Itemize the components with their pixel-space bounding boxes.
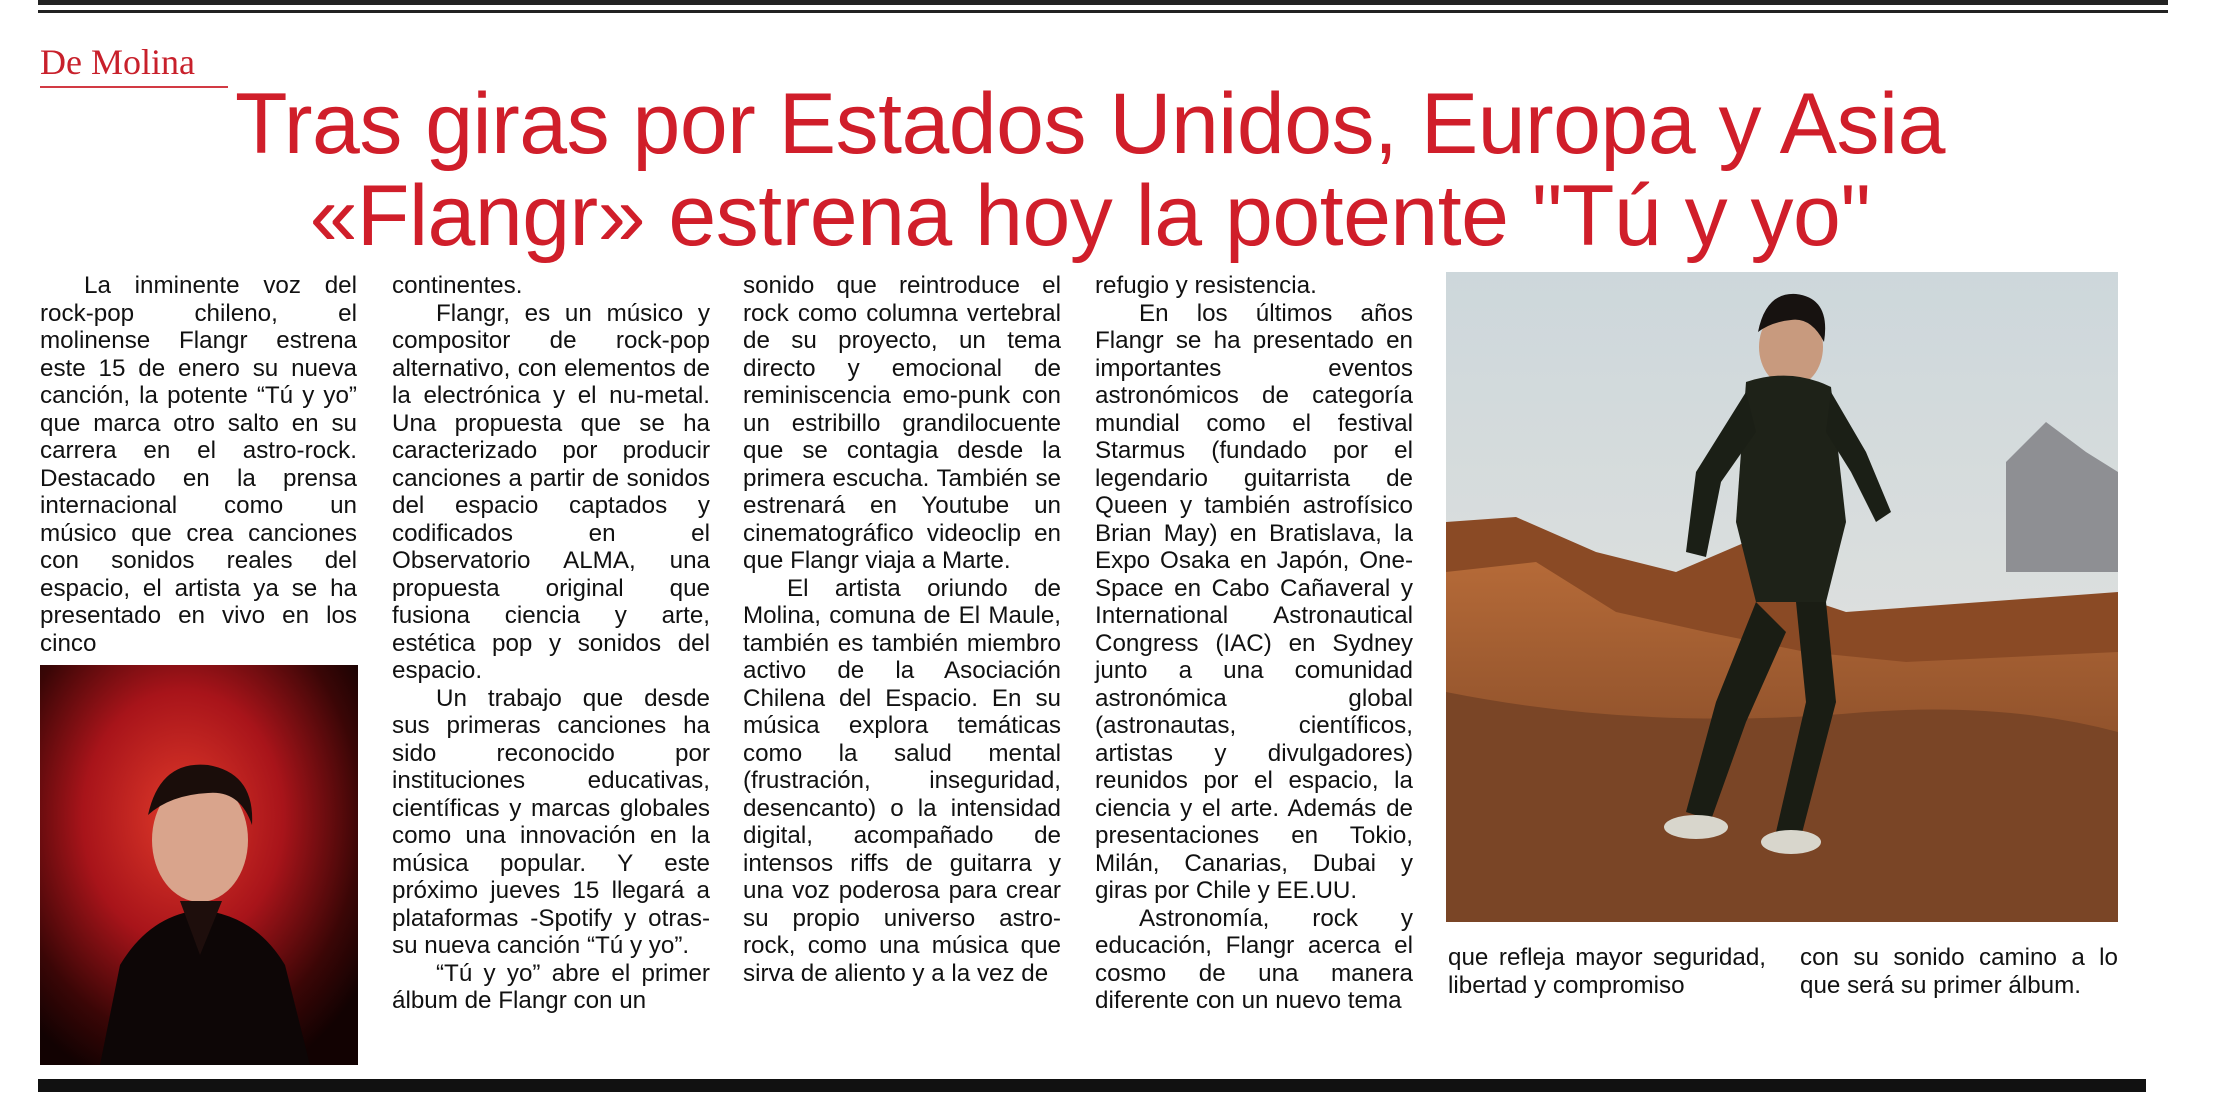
headline-line-2: «Flangr» estrena hoy la potente "Tú y yo": [309, 168, 1871, 264]
article-column-4: [1095, 272, 1413, 1015]
top-rule: [38, 0, 2168, 5]
article-column-5: [1448, 944, 1766, 999]
article-column-3: [743, 272, 1061, 987]
artist-desert-photo: [1446, 272, 2118, 922]
paragraph: La inminente voz del rock-pop chileno, el molinense Flangr estrena este 15 de enero su nueva canción, la potente “Tú y yo” que marca otro salto en su carrera en el astro-rock. Destacado en la prensa internacional como un músico que crea canciones con sonidos reales del espacio, el artista ya se ha presentado en vivo en los cinco: [40, 272, 357, 657]
paragraph: Flangr, es un músico y compositor de rock-pop alternativo, con elementos de la electrónica y el nu-metal. Una propuesta que se ha caracterizado por producir canciones a partir de sonidos del espacio captados y codificados en el Observatorio ALMA, una propuesta original que fusiona ciencia y arte, estética pop y sonidos del espacio.: [392, 299, 710, 684]
paragraph: refugio y resistencia.: [1095, 272, 1317, 299]
paragraph: En los últimos años Flangr se ha presentado en importantes eventos astronómicos de categoría mundial como el festival Starmus (fundado por el legendario guitarrista de Queen y también astrofísico Brian May) en Bratislava, la Expo Osaka en Japón, One-Space en Cabo Cañaveral y International Astronautical Congress (IAC) en Sydney junto a una comunidad astronómica global (astronautas, científicos, artistas y divulgadores) reunidos por el espacio, la ciencia y el arte. Además de presentaciones en Tokio, Milán, Canarias, Dubai y giras por Chile y EE.UU.: [1095, 299, 1413, 904]
top-rule-thin: [38, 10, 2168, 13]
headline-line-1: Tras giras por Estados Unidos, Europa y Asia: [235, 76, 1945, 172]
article-column-6: [1800, 944, 2118, 999]
article-column-1: [40, 272, 357, 657]
article-column-2: [392, 272, 710, 1015]
kicker-location: De Molina: [40, 42, 195, 82]
paragraph: continentes.: [392, 272, 523, 299]
paragraph: El artista oriundo de Molina, comuna de El Maule, también es también miembro activo de la Asociación Chilena del Espacio. En su música explora temáticas como la salud mental (frustración, inseguridad, desencanto) o la intensidad digital, acompañado de intensos riffs de guitarra y una voz poderosa para crear su propio universo astro-rock, como una música que sirva de aliento y a la vez de: [743, 574, 1061, 987]
paragraph: Astronomía, rock y educación, Flangr acerca el cosmo de una manera diferente con un nuevo tema: [1095, 904, 1413, 1014]
headline: [40, 78, 2140, 262]
paragraph: que refleja mayor seguridad, libertad y compromiso: [1448, 944, 1766, 999]
paragraph: sonido que reintroduce el rock como columna vertebral de su proyecto, un tema directo y emocional de reminiscencia emo-punk con un estribillo grandilocuente que se contagia desde la primera escucha. También se estrenará en Youtube un cinematográfico videoclip en que Flangr viaja a Marte.: [743, 272, 1061, 574]
bottom-rule: [38, 1079, 2146, 1092]
paragraph: “Tú y yo” abre el primer álbum de Flangr con un: [392, 959, 710, 1014]
paragraph: Un trabajo que desde sus primeras canciones ha sido reconocido por instituciones educativas, científicas y marcas globales como una innovación en la música popular. Y este próximo jueves 15 llegará a plataformas -Spotify y otras- su nueva canción “Tú y yo”.: [392, 684, 710, 959]
paragraph: con su sonido camino a lo que será su primer álbum.: [1800, 944, 2118, 999]
artist-portrait-photo: [40, 665, 358, 1065]
